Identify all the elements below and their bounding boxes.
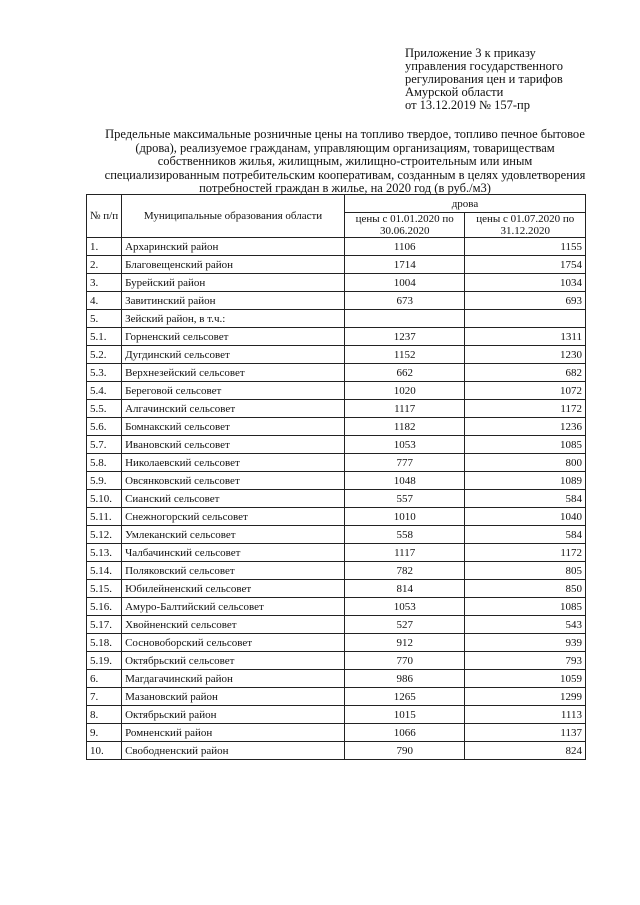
municipality-name: Чалбачинский сельсовет xyxy=(122,544,345,562)
table-row xyxy=(87,742,586,760)
price-period-1: 557 xyxy=(344,490,465,508)
price-period-2: 1172 xyxy=(465,544,586,562)
row-number: 1. xyxy=(87,238,122,256)
header-period-2: цены с 01.07.2020 по 31.12.2020 xyxy=(465,213,586,238)
price-period-2: 584 xyxy=(465,526,586,544)
row-number: 8. xyxy=(87,706,122,724)
price-period-2: 1311 xyxy=(465,328,586,346)
price-period-2: 1085 xyxy=(465,598,586,616)
price-period-2: 682 xyxy=(465,364,586,382)
municipality-name: Бурейский район xyxy=(122,274,345,292)
table-row xyxy=(87,472,586,490)
price-period-1: 770 xyxy=(344,652,465,670)
price-period-2: 1230 xyxy=(465,346,586,364)
row-number: 5.7. xyxy=(87,436,122,454)
municipality-name: Магдагачинский район xyxy=(122,670,345,688)
document-title: Предельные максимальные розничные цены на топливо твердое, топливо печное бытовое (дрова), реализуемое гражданам, управляющим организациям, товариществам собственников жилья, жилищным, жилищно-строительным или иным специализированным потребительским кооперативам, созданным в целях удовлетворения потребностей граждан в жилье, на 2020 год (в руб./м3) xyxy=(104,127,586,195)
municipality-name: Поляковский сельсовет xyxy=(122,562,345,580)
municipality-name: Горненский сельсовет xyxy=(122,328,345,346)
row-number: 5.17. xyxy=(87,616,122,634)
price-period-1: 558 xyxy=(344,526,465,544)
table-row xyxy=(87,256,586,274)
table-row xyxy=(87,364,586,382)
row-number: 5.9. xyxy=(87,472,122,490)
appendix-line: управления государственного xyxy=(405,59,563,73)
table-row xyxy=(87,634,586,652)
price-period-1: 673 xyxy=(344,292,465,310)
price-period-1: 1182 xyxy=(344,418,465,436)
price-period-1: 1015 xyxy=(344,706,465,724)
row-number: 5.2. xyxy=(87,346,122,364)
municipality-name: Береговой сельсовет xyxy=(122,382,345,400)
price-period-2: 693 xyxy=(465,292,586,310)
table-row xyxy=(87,526,586,544)
header-municipality: Муниципальные образования области xyxy=(122,195,345,238)
price-period-2: 1137 xyxy=(465,724,586,742)
price-period-2: 800 xyxy=(465,454,586,472)
row-number: 5.18. xyxy=(87,634,122,652)
row-number: 5.15. xyxy=(87,580,122,598)
municipality-name: Мазановский район xyxy=(122,688,345,706)
municipality-name: Октябрьский сельсовет xyxy=(122,652,345,670)
table-row xyxy=(87,544,586,562)
municipality-name: Овсянковский сельсовет xyxy=(122,472,345,490)
price-period-2: 1089 xyxy=(465,472,586,490)
row-number: 10. xyxy=(87,742,122,760)
municipality-name: Сианский сельсовет xyxy=(122,490,345,508)
price-period-1: 1053 xyxy=(344,436,465,454)
price-period-2: 1072 xyxy=(465,382,586,400)
price-period-2: 584 xyxy=(465,490,586,508)
table-row xyxy=(87,418,586,436)
row-number: 5.12. xyxy=(87,526,122,544)
price-period-2: 805 xyxy=(465,562,586,580)
price-period-2: 1754 xyxy=(465,256,586,274)
municipality-name: Сосновоборский сельсовет xyxy=(122,634,345,652)
price-table xyxy=(86,194,586,760)
price-period-1: 1020 xyxy=(344,382,465,400)
price-period-2: 824 xyxy=(465,742,586,760)
price-period-1: 1714 xyxy=(344,256,465,274)
table-row xyxy=(87,292,586,310)
table-row xyxy=(87,508,586,526)
table-row xyxy=(87,382,586,400)
price-period-1: 790 xyxy=(344,742,465,760)
price-period-2: 1059 xyxy=(465,670,586,688)
price-period-1: 814 xyxy=(344,580,465,598)
municipality-name: Свободненский район xyxy=(122,742,345,760)
municipality-name: Хвойненский сельсовет xyxy=(122,616,345,634)
table-header xyxy=(87,195,586,238)
municipality-name: Николаевский сельсовет xyxy=(122,454,345,472)
row-number: 6. xyxy=(87,670,122,688)
price-period-1: 1106 xyxy=(344,238,465,256)
price-period-1: 777 xyxy=(344,454,465,472)
table-row xyxy=(87,562,586,580)
price-period-2: 543 xyxy=(465,616,586,634)
row-number: 7. xyxy=(87,688,122,706)
table-row xyxy=(87,346,586,364)
row-number: 5.5. xyxy=(87,400,122,418)
appendix-note xyxy=(405,47,635,112)
price-period-1: 1265 xyxy=(344,688,465,706)
table-row xyxy=(87,490,586,508)
row-number: 2. xyxy=(87,256,122,274)
price-period-1: 1117 xyxy=(344,544,465,562)
price-period-2: 1113 xyxy=(465,706,586,724)
municipality-name: Снежногорский сельсовет xyxy=(122,508,345,526)
price-period-1: 986 xyxy=(344,670,465,688)
price-period-1: 662 xyxy=(344,364,465,382)
row-number: 5.3. xyxy=(87,364,122,382)
table-row xyxy=(87,310,586,328)
price-period-2: 1085 xyxy=(465,436,586,454)
municipality-name: Умлеканский сельсовет xyxy=(122,526,345,544)
row-number: 5.6. xyxy=(87,418,122,436)
municipality-name: Завитинский район xyxy=(122,292,345,310)
price-period-2: 1155 xyxy=(465,238,586,256)
price-period-2: 793 xyxy=(465,652,586,670)
appendix-line: Приложение 3 к приказу xyxy=(405,46,536,60)
municipality-name: Алгачинский сельсовет xyxy=(122,400,345,418)
row-number: 5.4. xyxy=(87,382,122,400)
table-row xyxy=(87,580,586,598)
price-period-2: 1236 xyxy=(465,418,586,436)
table-row xyxy=(87,706,586,724)
price-period-1: 1066 xyxy=(344,724,465,742)
price-period-2: 1034 xyxy=(465,274,586,292)
header-num: № п/п xyxy=(87,195,122,238)
table-row xyxy=(87,436,586,454)
municipality-name: Дугдинский сельсовет xyxy=(122,346,345,364)
price-period-1 xyxy=(344,310,465,328)
table-body xyxy=(87,238,586,760)
price-period-2: 939 xyxy=(465,634,586,652)
price-period-2: 1299 xyxy=(465,688,586,706)
municipality-name: Юбилейненский сельсовет xyxy=(122,580,345,598)
price-period-1: 1010 xyxy=(344,508,465,526)
price-period-1: 1004 xyxy=(344,274,465,292)
municipality-name: Октябрьский район xyxy=(122,706,345,724)
table-row xyxy=(87,616,586,634)
row-number: 3. xyxy=(87,274,122,292)
row-number: 5. xyxy=(87,310,122,328)
municipality-name: Бомнакский сельсовет xyxy=(122,418,345,436)
table-row xyxy=(87,454,586,472)
row-number: 9. xyxy=(87,724,122,742)
table-row xyxy=(87,274,586,292)
row-number: 5.10. xyxy=(87,490,122,508)
municipality-name: Зейский район, в т.ч.: xyxy=(122,310,345,328)
row-number: 5.11. xyxy=(87,508,122,526)
row-number: 5.13. xyxy=(87,544,122,562)
table-row xyxy=(87,724,586,742)
table-row xyxy=(87,598,586,616)
price-period-1: 912 xyxy=(344,634,465,652)
table-row xyxy=(87,652,586,670)
price-period-1: 1152 xyxy=(344,346,465,364)
price-period-1: 1237 xyxy=(344,328,465,346)
price-period-1: 782 xyxy=(344,562,465,580)
table-row xyxy=(87,670,586,688)
municipality-name: Амуро-Балтийский сельсовет xyxy=(122,598,345,616)
appendix-line: регулирования цен и тарифов xyxy=(405,72,563,86)
price-period-2: 1040 xyxy=(465,508,586,526)
price-period-2 xyxy=(465,310,586,328)
table-row xyxy=(87,400,586,418)
header-period-1: цены с 01.01.2020 по 30.06.2020 xyxy=(344,213,465,238)
header-firewood: дрова xyxy=(344,195,585,213)
table-row xyxy=(87,688,586,706)
price-period-2: 850 xyxy=(465,580,586,598)
row-number: 5.8. xyxy=(87,454,122,472)
appendix-line: от 13.12.2019 № 157-пр xyxy=(405,98,530,112)
row-number: 4. xyxy=(87,292,122,310)
row-number: 5.19. xyxy=(87,652,122,670)
price-period-1: 1048 xyxy=(344,472,465,490)
municipality-name: Ивановский сельсовет xyxy=(122,436,345,454)
municipality-name: Архаринский район xyxy=(122,238,345,256)
table-row xyxy=(87,238,586,256)
municipality-name: Верхнезейский сельсовет xyxy=(122,364,345,382)
row-number: 5.14. xyxy=(87,562,122,580)
row-number: 5.1. xyxy=(87,328,122,346)
table-row xyxy=(87,328,586,346)
price-period-2: 1172 xyxy=(465,400,586,418)
municipality-name: Ромненский район xyxy=(122,724,345,742)
price-period-1: 1053 xyxy=(344,598,465,616)
row-number: 5.16. xyxy=(87,598,122,616)
municipality-name: Благовещенский район xyxy=(122,256,345,274)
appendix-line: Амурской области xyxy=(405,85,504,99)
price-period-1: 1117 xyxy=(344,400,465,418)
price-period-1: 527 xyxy=(344,616,465,634)
